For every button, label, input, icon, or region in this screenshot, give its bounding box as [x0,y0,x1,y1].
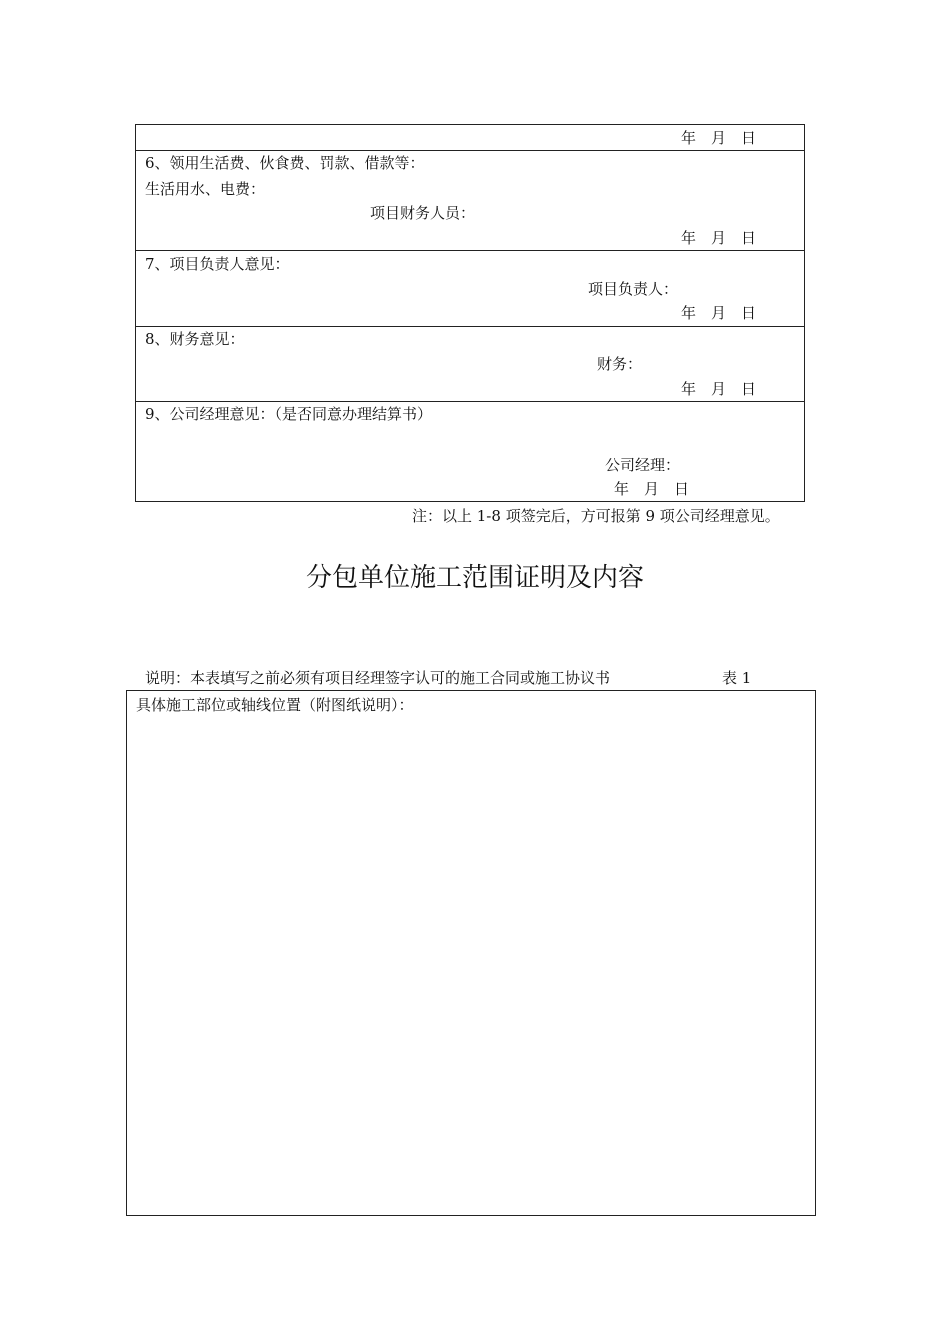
item6-date: 年 月 日 [681,229,757,247]
item7-signer-label: 项目负责人： [588,280,679,298]
item6-heading: 6、领用生活费、伙食费、罚款、借款等： [145,154,425,172]
row-divider [135,150,805,151]
construction-scope-box [126,690,816,1216]
instruction-text: 说明：本表填写之前必须有项目经理签字认可的施工合同或施工协议书 [145,669,611,687]
page-title: 分包单位施工范围证明及内容 [305,563,644,593]
item6-signer-label: 项目财务人员： [370,204,476,222]
item8-date: 年 月 日 [681,380,757,398]
item7-heading: 7、项目负责人意见： [145,255,290,273]
footnote: 注：以上 1-8 项签完后，方可报第 9 项公司经理意见。 [412,507,780,525]
row-divider [135,250,805,251]
row-divider [135,401,805,402]
item8-signer-label: 财务： [597,355,643,373]
date-field: 年 月 日 [681,129,757,147]
item7-date: 年 月 日 [681,304,757,322]
item9-date: 年 月 日 [614,480,690,498]
field-label: 具体施工部位或轴线位置（附图纸说明）： [136,696,414,714]
item6-subheading: 生活用水、电费： [145,180,266,198]
item9-heading: 9、公司经理意见：（是否同意办理结算书） [145,405,433,423]
item9-signer-label: 公司经理： [605,456,681,474]
item8-heading: 8、财务意见： [145,330,245,348]
row-divider [135,326,805,327]
table-number: 表 1 [722,669,752,687]
